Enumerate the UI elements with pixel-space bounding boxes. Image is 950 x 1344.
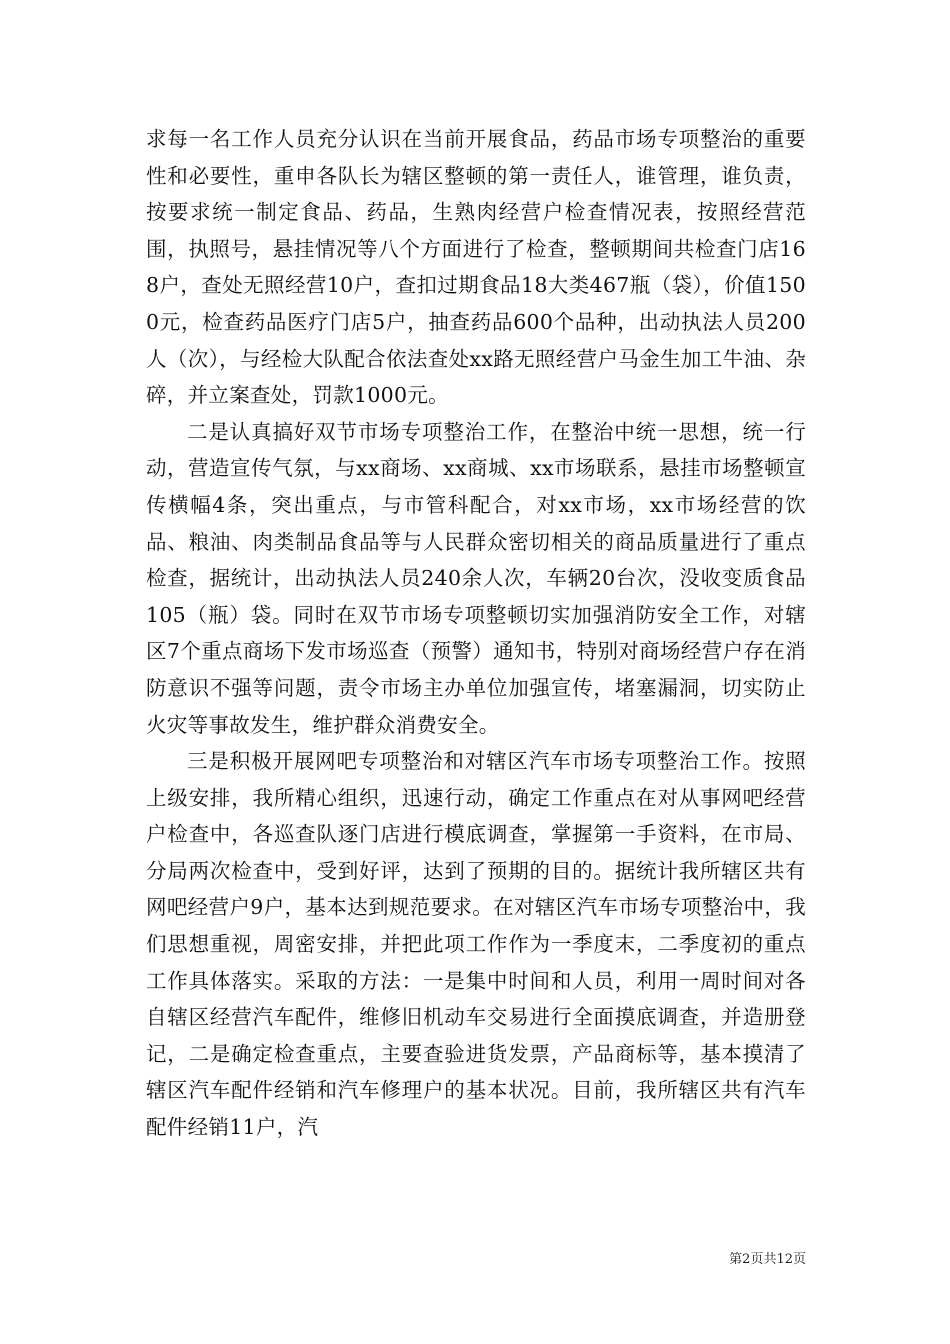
paragraph-internet-cafe-auto-market: 三是积极开展网吧专项整治和对辖区汽车市场专项整治工作。按照上级安排，我所精心组织，迅速行动，确定工作重点在对从事网吧经营户检查中，各巡查队逐门店进行模底调查，掌握第一手资料，在市局、分局两次检查中，受到好评，达到了预期的目的。据统计我所辖区共有网吧经营户9户，基本达到规范要求。在对辖区汽车市场专项整治中，我们思想重视，周密安排，并把此项工作作为一季度末，二季度初的重点工作具体落实。采取的方法：一是集中时间和人员，利用一周时间对各自辖区经营汽车配件，维修旧机动车交易进行全面摸底调查，并造册登记，二是确定检查重点，主要查验进货发票，产品商标等，基本摸清了辖区汽车配件经销和汽车修理户的基本状况。目前，我所辖区共有汽车配件经销11户，汽 xyxy=(146,749,806,1140)
document-body xyxy=(146,121,806,1146)
paragraph-holiday-market: 二是认真搞好双节市场专项整治工作，在整治中统一思想，统一行动，营造宣传气氛，与xx商场、xx商城、xx市场联系，悬挂市场整顿宣传横幅4条，突出重点，与市管科配合，对xx市场，xx市场经营的饮品、粮油、肉类制品食品等与人民群众密切相关的商品质量进行了重点检查，据统计，出动执法人员240余人次，车辆20台次，没收变质食品105（瓶）袋。同时在双节市场专项整顿切实加强消防安全工作，对辖区7个重点商场下发市场巡查（预警）通知书，特别对商场经营户存在消防意识不强等问题，责令市场主办单位加强宣传，堵塞漏洞，切实防止火灾等事故发生，维护群众消费安全。 xyxy=(146,419,806,737)
paragraph-continued: 求每一名工作人员充分认识在当前开展食品，药品市场专项整治的重要性和必要性，重申各队长为辖区整顿的第一责任人，谁管理，谁负责，按要求统一制定食品、药品，生熟肉经营户检查情况表，按照经营范围，执照号，悬挂情况等八个方面进行了检查，整顿期间共检查门店168户，查处无照经营10户，查扣过期食品18大类467瓶（袋），价值1500元，检查药品医疗门店5户，抽查药品600个品种，出动执法人员200人（次），与经检大队配合依法查处xx路无照经营户马金生加工牛油、杂碎，并立案查处，罚款1000元。 xyxy=(146,127,806,408)
page-number-footer: 第2页共12页 xyxy=(729,1252,806,1267)
